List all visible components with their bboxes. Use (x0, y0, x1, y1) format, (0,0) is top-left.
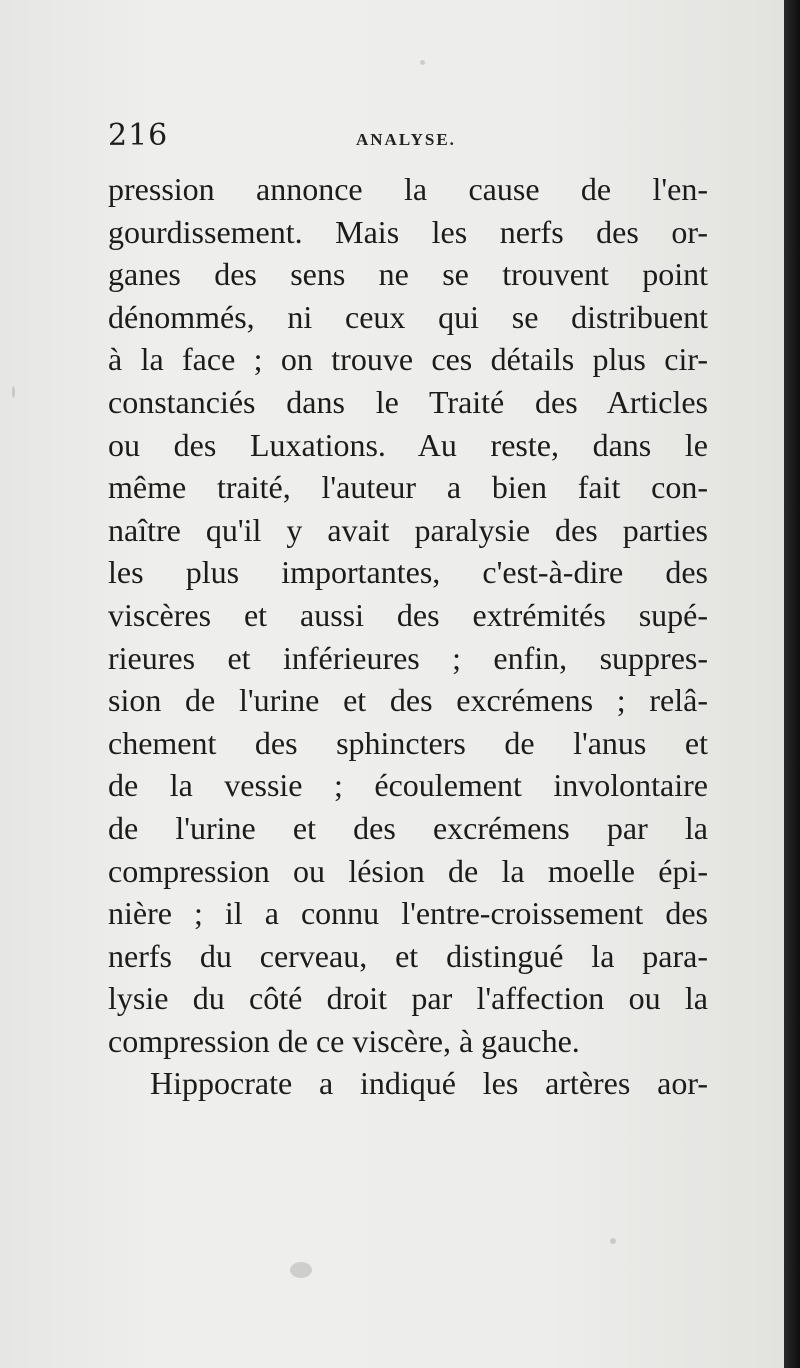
text-line: constanciés dans le Traité des Articles (108, 383, 708, 420)
page-number: 216 (108, 118, 169, 153)
text-line: gourdissement. Mais les nerfs des or- (108, 213, 708, 250)
page-header (108, 118, 708, 162)
text-line: Hippocrate a indiqué les artères aor- (150, 1065, 708, 1102)
text-line: les plus importantes, c'est-à-dire des (108, 554, 708, 591)
text-line: compression ou lésion de la moelle épi- (108, 852, 708, 889)
text-line: à la face ; on trouve ces détails plus cir- (108, 341, 708, 378)
text-line: viscères et aussi des extrémités supé- (108, 596, 708, 633)
text-line: nière ; il a connu l'entre-croissement des (108, 895, 708, 932)
page-edge-shadow (784, 0, 800, 1368)
text-line: de la vessie ; écoulement involontaire (108, 767, 708, 804)
paper-speck (12, 386, 15, 398)
text-line: compression de ce viscère, à gauche. (108, 1022, 580, 1059)
text-line: naître qu'il y avait paralysie des parties (108, 511, 708, 548)
text-line: ganes des sens ne se trouvent point (108, 256, 708, 293)
text-line: même traité, l'auteur a bien fait con- (108, 469, 708, 506)
paper-speck (290, 1262, 312, 1278)
text-line: dénommés, ni ceux qui se distribuent (108, 298, 708, 335)
text-line: lysie du côté droit par l'affection ou la (108, 980, 708, 1017)
text-line: sion de l'urine et des excrémens ; relâ- (108, 682, 708, 719)
text-line: ou des Luxations. Au reste, dans le (108, 426, 708, 463)
paper-speck (420, 60, 425, 65)
running-head: ANALYSE. (356, 130, 456, 149)
body-text (108, 168, 708, 1105)
text-line: pression annonce la cause de l'en- (108, 171, 708, 207)
text-line: nerfs du cerveau, et distingué la para- (108, 937, 708, 974)
paper-speck (610, 1238, 616, 1244)
text-line: de l'urine et des excrémens par la (108, 809, 708, 846)
text-line: rieures et inférieures ; enfin, suppres- (108, 639, 708, 676)
text-line: chement des sphincters de l'anus et (108, 724, 708, 761)
